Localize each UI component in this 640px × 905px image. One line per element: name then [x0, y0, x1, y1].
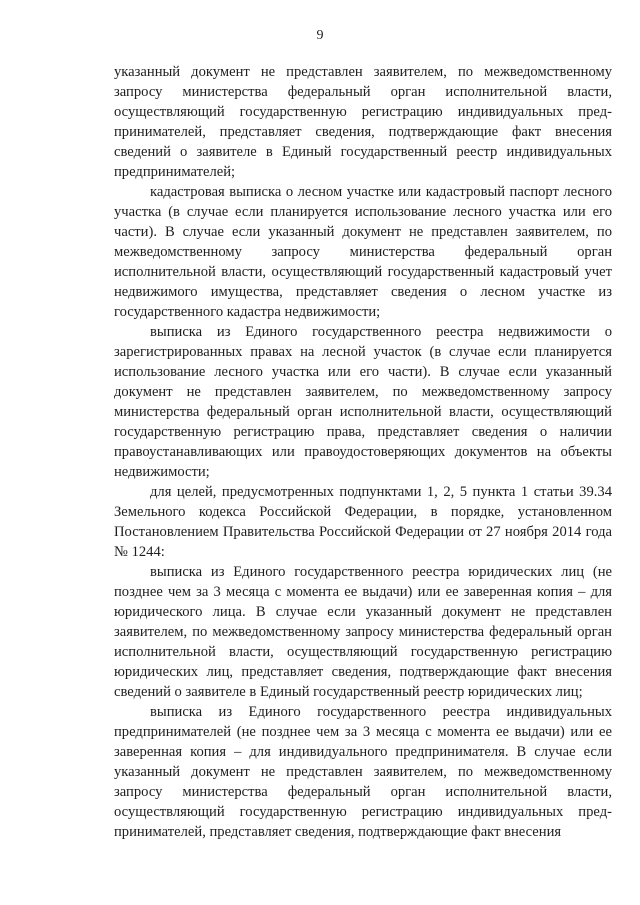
paragraph-egrul-extract: выписка из Единого государственного реестра юридических лиц (не позднее чем за 3 месяца с момента ее выдачи) или ее заверенная копия – для юридического лица. В случае если указанный документ не представлен заявителем, по межведомственному запросу министерства федеральный орган исполнительной власти, осуществляющий государственную регистрацию юридических лиц, представляет сведения, подтверждающие факт внесения сведений о заявителе в Единый государственный реестр юридических лиц; [114, 564, 612, 700]
paragraph-egrip-extract: выписка из Единого государственного реестра индивидуальных предпринимателей (не позднее чем за 3 месяца с момента ее выдачи) или ее заверенная копия – для индивидуального предпринимателя. В случае если указанный документ не представлен заявителем, по межведомственному запросу министерства федеральный орган исполнительной власти, осуществляющий государственную регистрацию индивидуальных предпринимателей, представляет сведения, подтверждающие факт внесения [114, 704, 612, 840]
document-body [114, 62, 612, 842]
paragraph-cadastral-extract: кадастровая выписка о лесном участке или кадастровый паспорт лесного участка (в случае если планируется использование лесного участка или его части). В случае если указанный документ не представлен заявителем, по межведомственному запросу министерства федеральный орган исполнительной власти, осуществляющий государственный кадастровый учет недвижимого имущества, представляет сведения о лесном участке из государственного кадастра недвижимости; [114, 184, 612, 320]
paragraph-continuation: указанный документ не представлен заявителем, по межведомственному запросу министерства федеральный орган исполнительной власти, осуществляющий государственную регистрацию индивидуальных предпринимателей, представляет сведения, подтверждающие факт внесения сведений о заявителе в Единый государственный реестр индивидуальных предпринимателей; [114, 64, 612, 180]
paragraph-egrn-extract: выписка из Единого государственного реестра недвижимости о зарегистрированных правах на лесной участок (в случае если планируется использование лесного участка или его части). В случае если указанный документ не представлен заявителем, по межведомственному запросу министерства федеральный орган исполнительной власти, осуществляющий государственную регистрацию права, представляет сведения о наличии правоустанавливающих или правоудостоверяющих документов на объекты недвижимости; [114, 324, 612, 480]
page-number: 9 [316, 28, 324, 43]
paragraph-land-code-purposes: для целей, предусмотренных подпунктами 1, 2, 5 пункта 1 статьи 39.34 Земельного кодекса Российской Федерации, в порядке, установленном Постановлением Правительства Российской Федерации от 27 ноября 2014 года № 1244: [114, 484, 612, 560]
